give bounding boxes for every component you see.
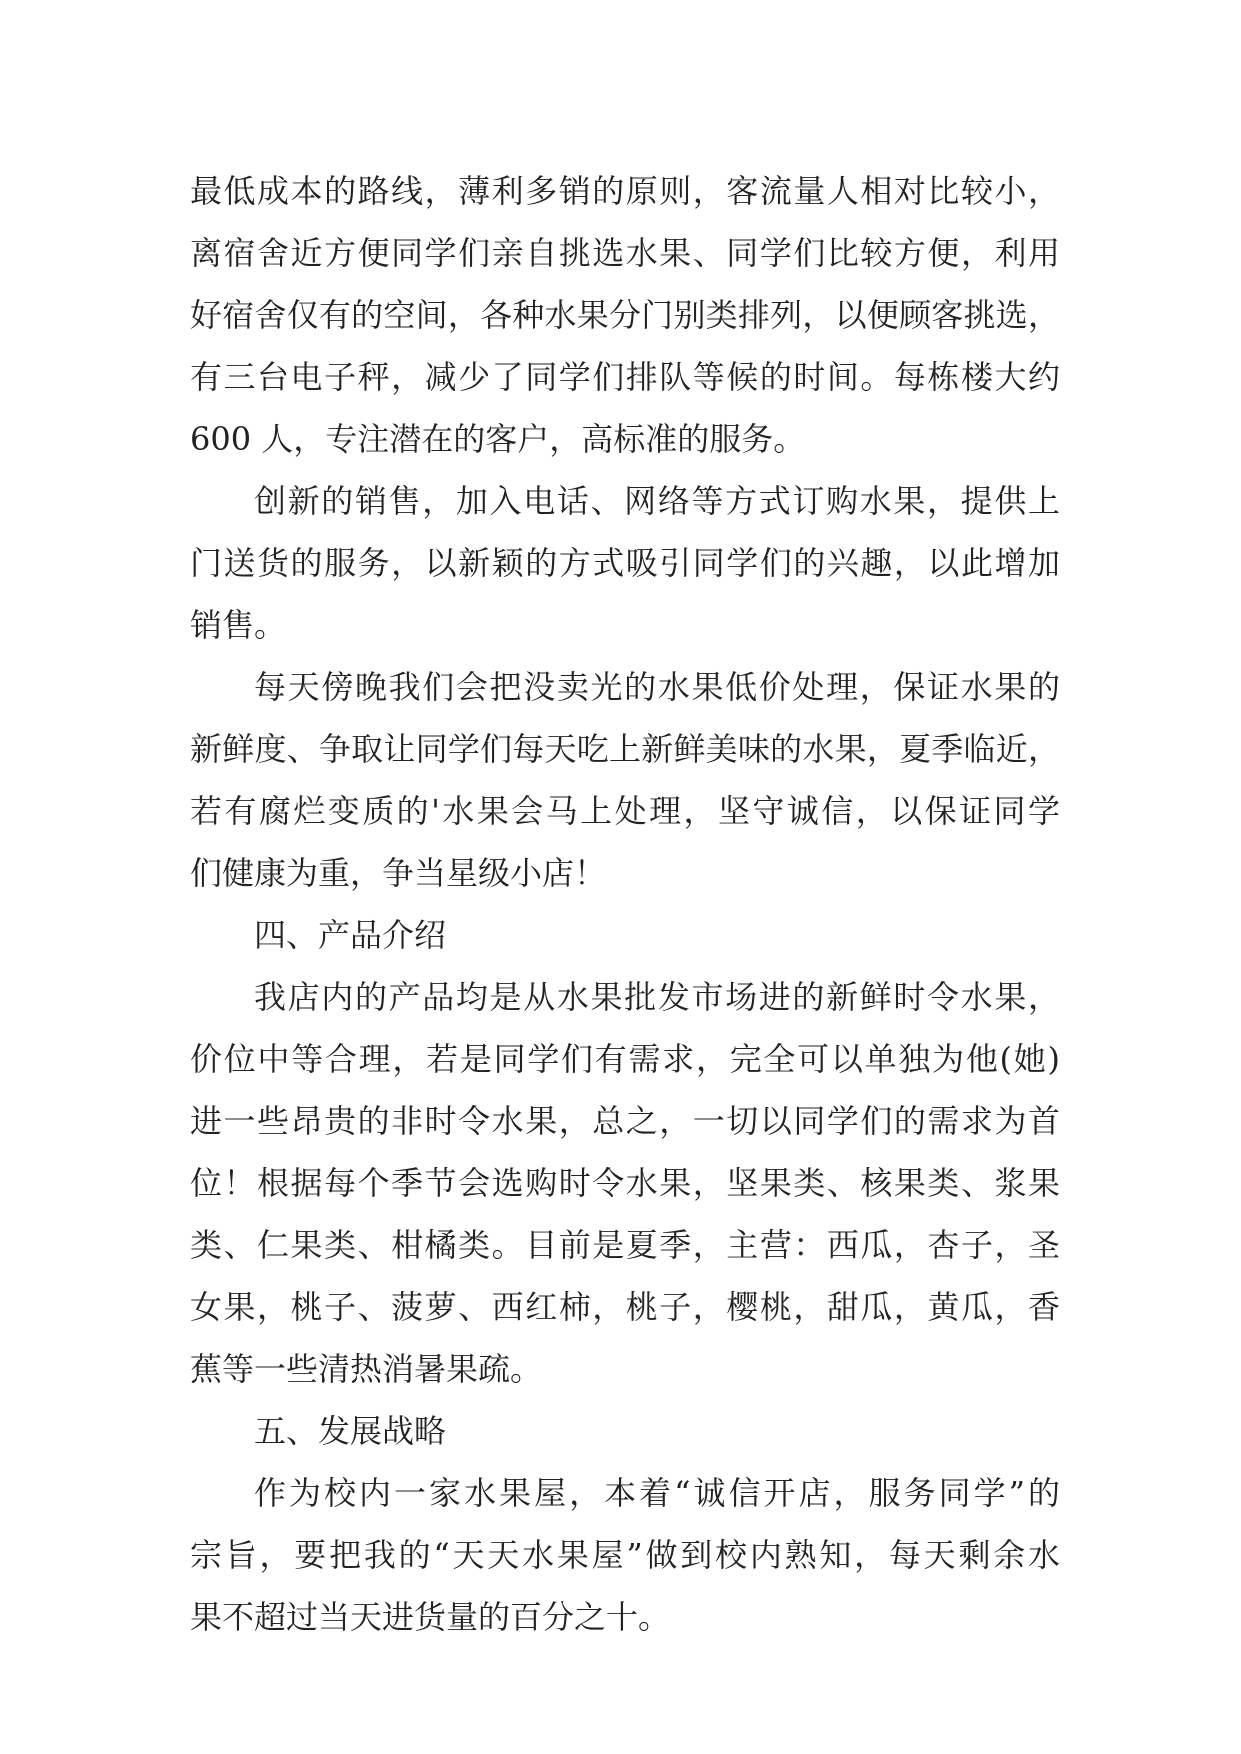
paragraph [190,1462,1060,1648]
text-line: 我店内的产品均是从水果批发市场进的新鲜时令水果， [254,978,1060,1016]
text-line: 若有腐烂变质的'水果会马上处理，坚守诚信，以保证同学 [190,792,1060,830]
text-line: 进一些昂贵的非时令水果，总之，一切以同学们的需求为首 [190,1102,1060,1140]
document-body [190,160,1060,1648]
text-line: 宗旨，要把我的“天天水果屋”做到校内熟知，每天剩余水 [190,1536,1060,1574]
text-line: 新鲜度、争取让同学们每天吃上新鲜美味的水果，夏季临近， [190,730,1060,768]
text-line: 们健康为重，争当星级小店！ [190,854,607,892]
paragraph [190,160,1060,470]
text-line: 好宿舍仅有的空间，各种水果分门别类排列，以便顾客挑选， [190,296,1060,334]
text-line: 门送货的服务，以新颖的方式吸引同学们的兴趣，以此增加 [190,544,1060,582]
text-line: 每天傍晚我们会把没卖光的水果低价处理，保证水果的 [254,668,1060,706]
text-line: 离宿舍近方便同学们亲自挑选水果、同学们比较方便，利用 [190,234,1060,272]
paragraph [190,966,1060,1400]
section-heading [190,1400,1060,1462]
text-line: 创新的销售，加入电话、网络等方式订购水果，提供上 [254,482,1060,520]
text-line: 蕉等一些清热消暑果疏。 [190,1350,543,1388]
paragraph [190,470,1060,656]
section-heading [190,904,1060,966]
text-line: 果不超过当天进货量的百分之十。 [190,1598,671,1636]
text-line: 价位中等合理，若是同学们有需求，完全可以单独为他(她) [190,1040,1060,1078]
text-line: 类、仁果类、柑橘类。目前是夏季，主营：西瓜，杏子，圣 [190,1226,1060,1264]
text-line: 销售。 [190,606,287,644]
text-line: 作为校内一家水果屋，本着“诚信开店，服务同学”的 [254,1474,1060,1512]
section-heading-text: 五、发展战略 [254,1412,447,1450]
text-line: 最低成本的路线，薄利多销的原则，客流量人相对比较小， [190,172,1060,210]
text-line: 600 人，专注潜在的客户，高标准的服务。 [190,420,806,458]
text-line: 位！根据每个季节会选购时令水果，坚果类、核果类、浆果 [190,1164,1060,1202]
text-line: 有三台电子秤，减少了同学们排队等候的时间。每栋楼大约 [190,358,1060,396]
section-heading-text: 四、产品介绍 [254,916,447,954]
paragraph [190,656,1060,904]
text-line: 女果，桃子、菠萝、西红柿，桃子，樱桃，甜瓜，黄瓜，香 [190,1288,1060,1326]
